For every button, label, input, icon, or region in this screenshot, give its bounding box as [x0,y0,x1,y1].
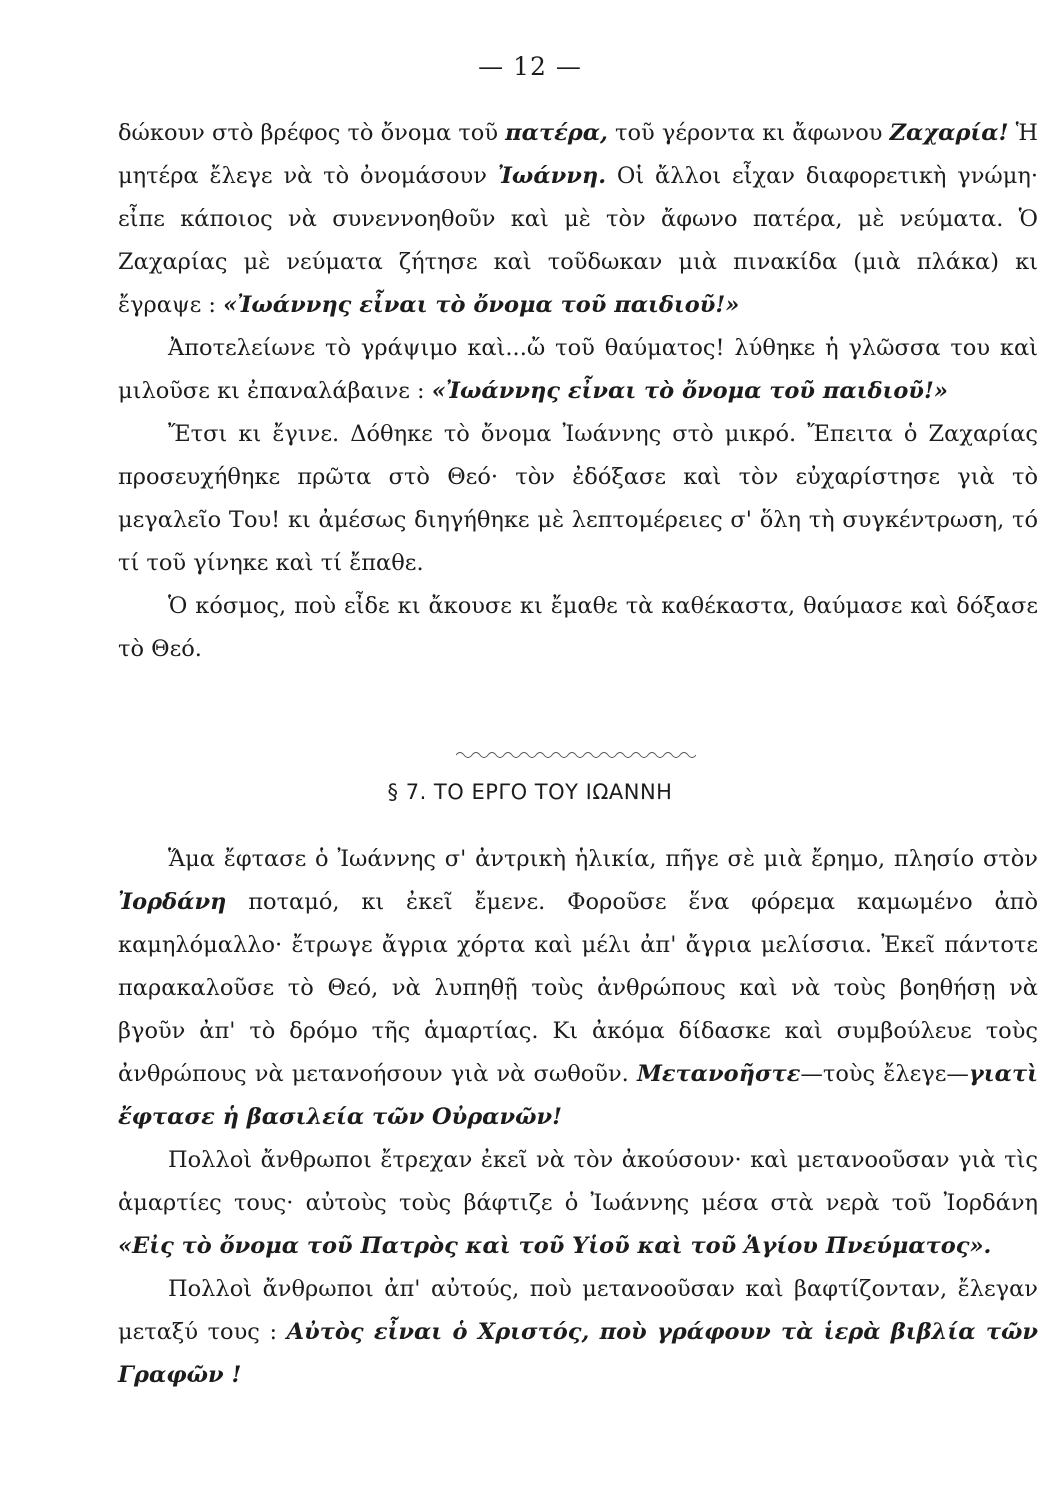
section-heading: § 7. ΤΟ ΕΡΓΟ ΤΟΥ ΙΩΑΝΝΗ [387,780,673,804]
wavy-divider [456,748,696,762]
page-number: — 12 — [478,52,582,81]
paragraph: Ἔτσι κι ἔγινε. Δόθηκε τὸ ὄνομα Ἰωάννης στὸ μικρό. Ἔπειτα ὁ Ζαχαρίας προσευχήθηκε πρῶτα στὸ Θεό· τὸν ἐδόξασε καὶ τὸν εὐχαρίστησε γιὰ τὸ μεγαλεῖο Του! κι ἀμέσως διηγήθηκε μὲ λεπτομέρειες σ' ὅλη τὴ συγκέντρωση, τό τί τοῦ γίνηκε καὶ τί ἔπαθε. [118,421,1038,576]
paragraph: Πολλοὶ ἄνθρωποι ἀπ' αὐτούς, ποὺ μετανοοῦσαν καὶ βαφτίζονταν, ἔλεγαν μεταξύ τους : Αὐτὸς εἶναι ὁ Χριστός, ποὺ γράφουν τὰ ἱερὰ βιβλία τῶν Γραφῶν ! [118,1276,1038,1388]
body-text-bottom [118,838,1038,1397]
paragraph: Ὁ κόσμος, ποὺ εἶδε κι ἄκουσε κι ἔμαθε τὰ καθέκαστα, θαύμασε καὶ δόξασε τὸ Θεό. [118,593,1038,662]
paragraph: δώκουν στὸ βρέφος τὸ ὄνομα τοῦ πατέρα, τοῦ γέροντα κι ἄφωνου Ζαχαρία! Ἡ μητέρα ἔλεγε νὰ τὸ ὀνομάσουν Ἰωάννη. Οἱ ἄλλοι εἶχαν διαφορετικὴ γνώμη· εἶπε κάποιος νὰ συνεννοηθοῦν καὶ μὲ τὸν ἄφωνο πατέρα, μὲ νεύματα. Ὁ Ζαχαρίας μὲ νεύματα ζήτησε καὶ τοῦδωκαν μιὰ πινακίδα (μιὰ πλάκα) κι ἔγραψε : «Ἰωάννης εἶναι τὸ ὄνομα τοῦ παιδιοῦ!» [118,120,1038,318]
paragraph: Ἅμα ἔφτασε ὁ Ἰωάννης σ' ἀντρικὴ ἡλικία, πῆγε σὲ μιὰ ἔρημο, πλησίο στὸν Ἰορδάνη ποταμό, κι ἐκεῖ ἔμενε. Φοροῦσε ἕνα φόρεμα καμωμένο ἀπὸ καμηλόμαλλο· ἔτρωγε ἄγρια χόρτα καὶ μέλι ἀπ' ἄγρια μελίσσια. Ἐκεῖ πάντοτε παρακαλοῦσε τὸ Θεό, νὰ λυπηθῇ τοὺς ἀνθρώπους καὶ νὰ τοὺς βοηθήσῃ νὰ βγοῦν ἀπ' τὸ δρόμο τῆς ἁμαρτίας. Κι ἀκόμα δίδασκε καὶ συμβούλευε τοὺς ἀνθρώπους νὰ μετανοήσουν γιὰ νὰ σωθοῦν. Μετανοῆστε—τοὺς ἔλεγε—γιατὶ ἔφτασε ἡ βασιλεία τῶν Οὐρανῶν! [118,846,1038,1130]
body-text-top [118,112,1038,671]
paragraph: Πολλοὶ ἄνθρωποι ἔτρεχαν ἐκεῖ νὰ τὸν ἀκούσουν· καὶ μετανοοῦσαν γιὰ τὶς ἁμαρτίες τους· αὐτοὺς τοὺς βάφτιζε ὁ Ἰωάννης μέσα στὰ νερὰ τοῦ Ἰορδάνη «Εἰς τὸ ὄνομα τοῦ Πατρὸς καὶ τοῦ Υἱοῦ καὶ τοῦ Ἁγίου Πνεύματος». [118,1147,1038,1259]
paragraph: Ἀποτελείωνε τὸ γράψιμο καὶ...ὤ τοῦ θαύματος! λύθηκε ἡ γλῶσσα του καὶ μιλοῦσε κι ἐπαναλάβαινε : «Ἰωάννης εἶναι τὸ ὄνομα τοῦ παιδιοῦ!» [118,335,1038,404]
